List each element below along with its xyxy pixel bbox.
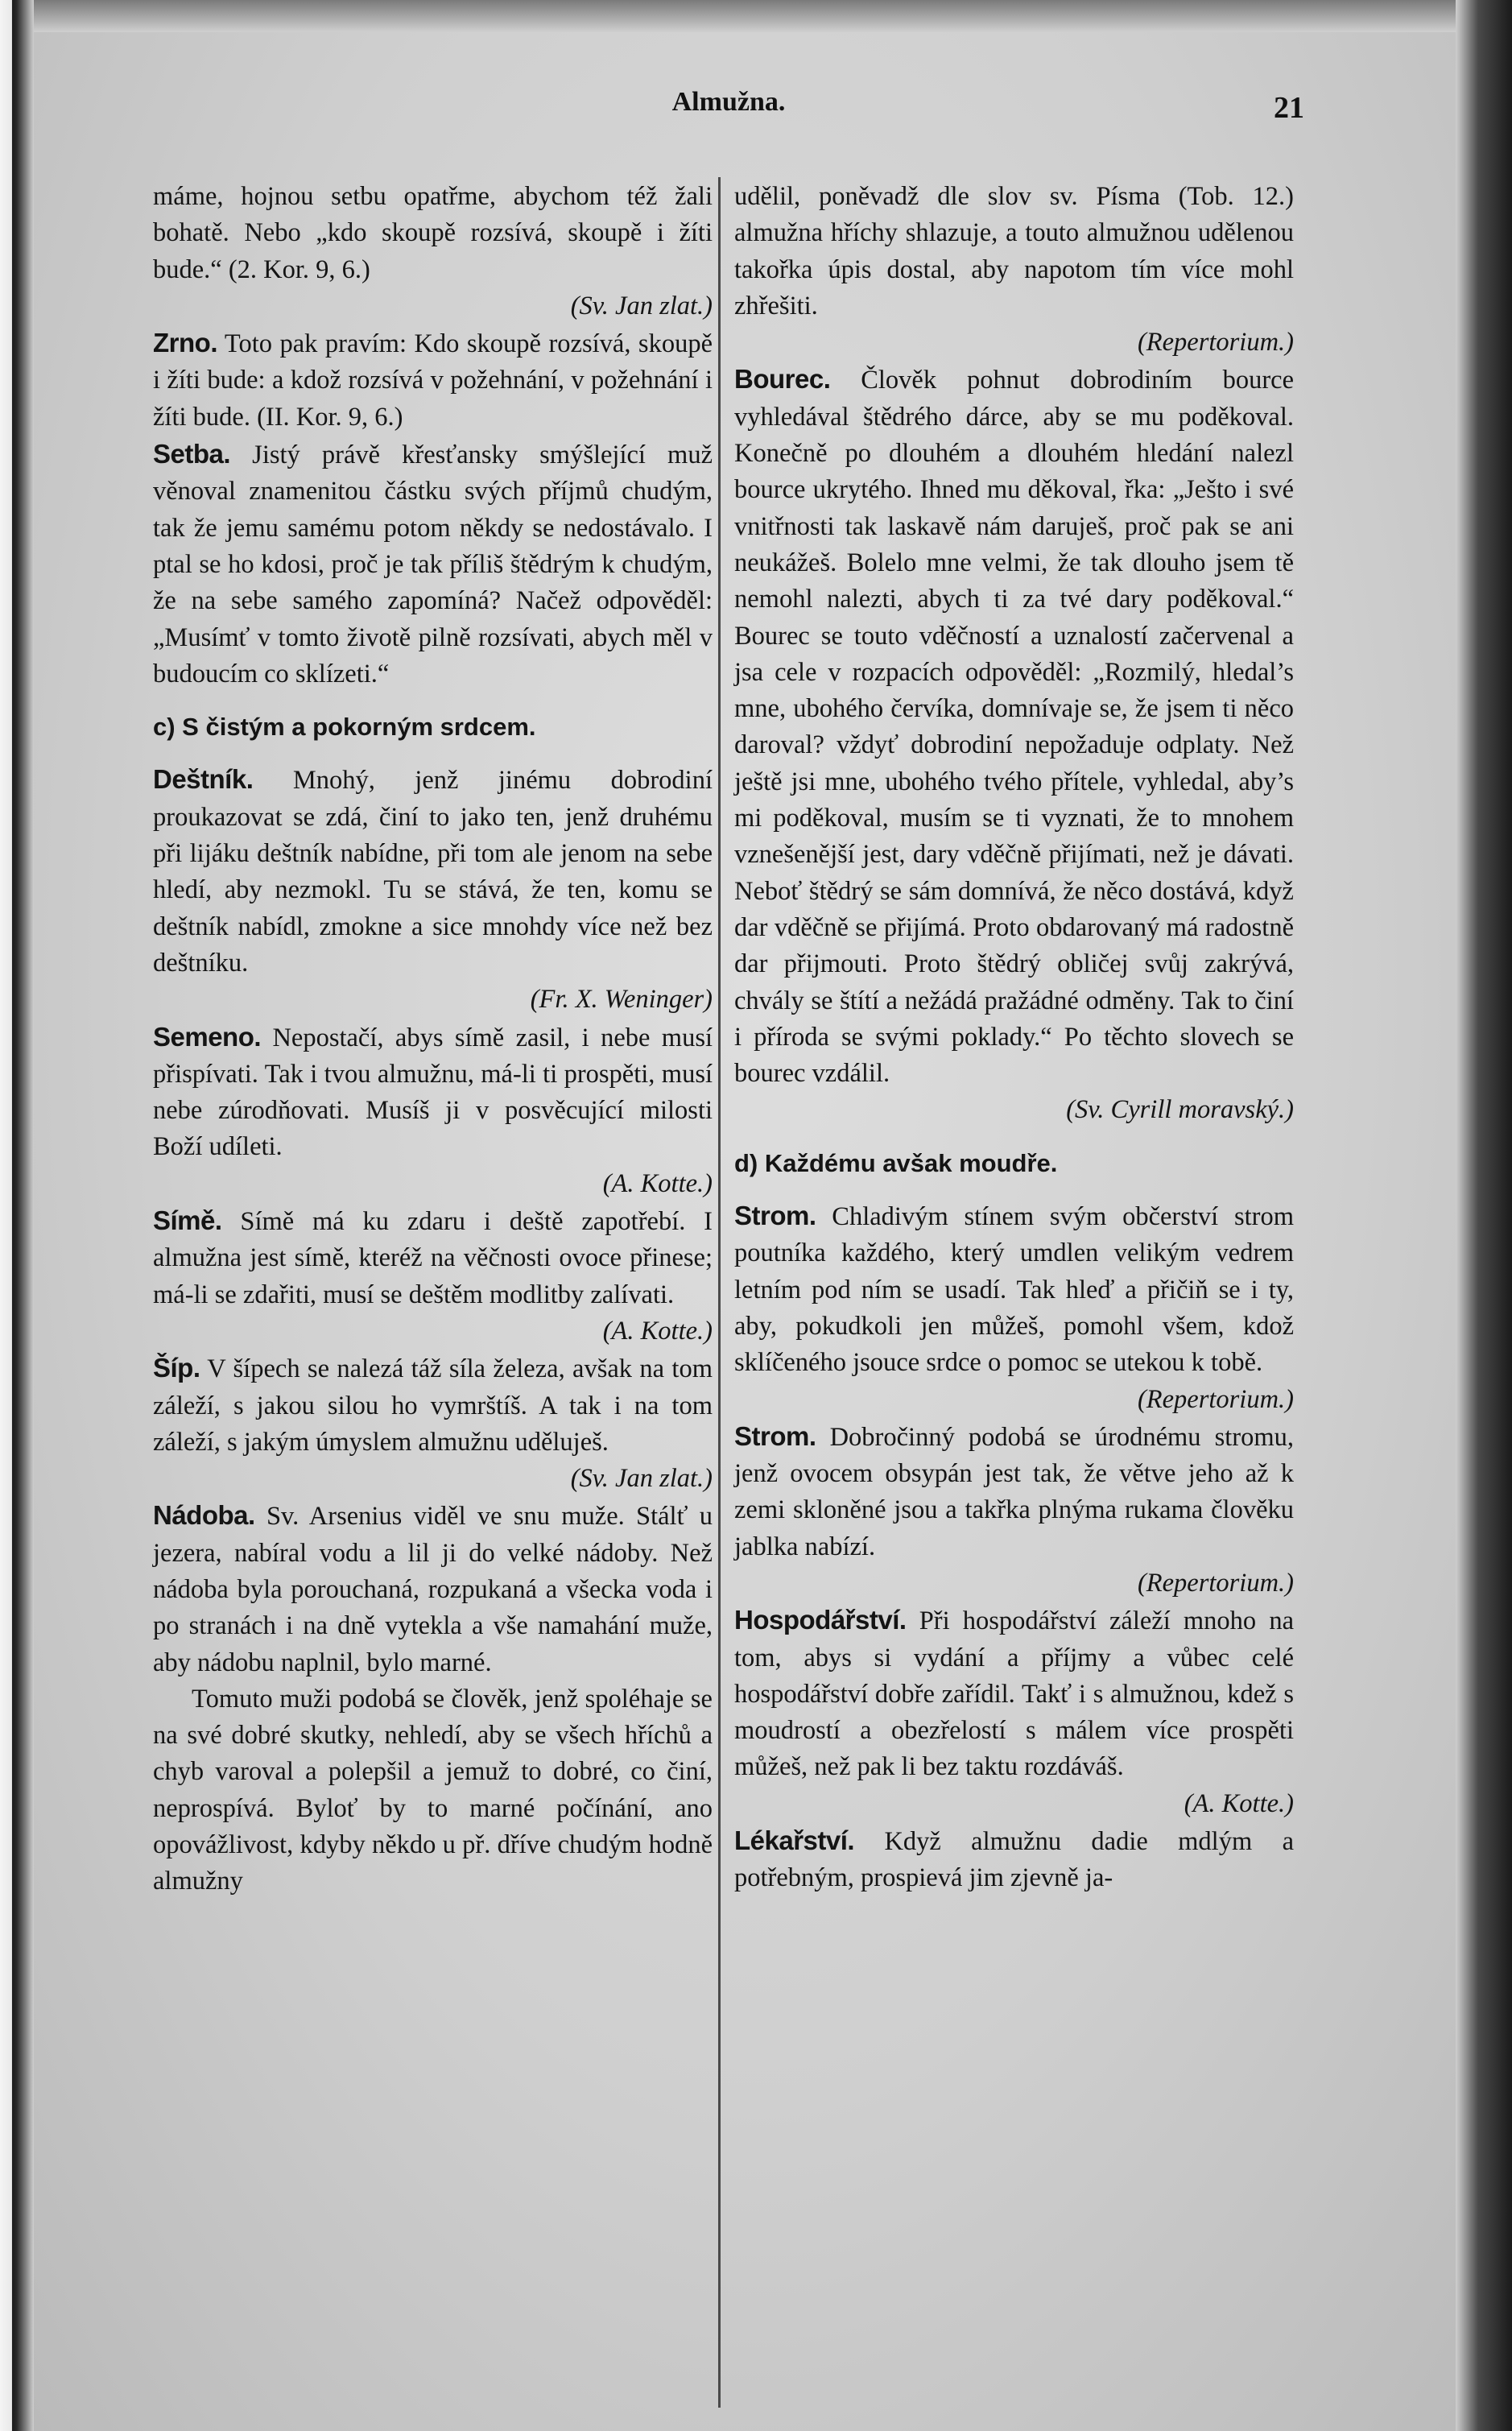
source-citation: (Repertorium.) [1137, 1384, 1294, 1414]
paragraph-continued: udělil, poněvadž dle slov sv. Písma (Tob. 12.) almužna hříchy shlazuje, a touto almužnou udělenou takořka úpis dostal, aby napotom tím více mohl zhřešiti. [734, 182, 1294, 320]
column-divider [718, 177, 721, 2408]
entry-text: Toto pak pravím: Kdo skoupě rozsívá, skoupě i žíti bude: a kdož rozsívá v požehnání, v požehnání i žíti bude. (II. Kor. 9, 6.) [153, 329, 713, 432]
section-heading-d: d) Každému avšak moudře. [734, 1148, 1058, 1177]
source-citation: (Sv. Jan zlat.) [570, 291, 713, 320]
entry-text: Když almužnu dadie mdlým a potřebným, prospievá jim zjevně ja- [734, 1827, 1294, 1893]
entry-text: Chladivým stínem svým občerství strom poutníka každého, který umdlen velikým vedrem letním pod ním se usadí. Tak hleď a přičiň se i ty, aby, pokudkoli jen můžeš, pomohl všem, kdož sklíčeného jsouce srdce o pomoc se utekou k tobě. [734, 1202, 1294, 1378]
entry-keyword: Símě. [153, 1205, 222, 1236]
entry-text: Nepostačí, abys símě zasil, i nebe musí přispívati. Tak i tvou almužnu, má-li ti prospěti, musí nebe zúrodňovati. Musíš ji v posvěcující milosti Boží udíleti. [153, 1023, 713, 1162]
entry-nadoba [153, 1497, 713, 1681]
entry-sip [153, 1350, 713, 1461]
source-citation: (Sv. Cyrill moravský.) [1066, 1095, 1294, 1125]
entry-keyword: Šíp. [153, 1353, 200, 1383]
paragraph-tomuto: Tomuto muži podobá se člověk, jenž spoléhaje se na své dobré skutky, nehledí, aby se všech hříchů a chyb varoval a polepšil a jemuž to dobré, co činí, neprospívá. Byloť by to marné počínání, ano opovážlivost, kdyby někdo u př. dříve chudým hodně almužny [153, 1684, 713, 1896]
source-citation: (Repertorium.) [1137, 328, 1294, 358]
page-right-shadow [1456, 0, 1512, 2431]
entry-keyword: Lékařství. [734, 1825, 855, 1856]
page-top-shadow [0, 0, 1512, 32]
entry-text: Mnohý, jenž jinému dobrodiní proukazovat se zdá, činí to jako ten, jenž druhému při lijáku deštník nabídne, při tom ale jenom na sebe hledí, aby nezmokl. Tu se stává, že ten, komu se deštník nabídl, zmokne a sice mnohdy více než bez deštníku. [153, 766, 713, 978]
page-number: 21 [1274, 91, 1304, 125]
entry-zrno [153, 325, 713, 436]
entry-text: Sv. Arsenius viděl ve snu muže. Stálť u jezera, nabíral vodu a lil ji do velké nádoby. Než nádoba byla porouchaná, rozpukaná a všecka voda i po stranách i na dně vytekla a vše namahání muže, aby nádobu naplnil, bylo marné. [153, 1502, 713, 1677]
source-citation: (Repertorium.) [1137, 1568, 1294, 1598]
source-citation: (Sv. Jan zlat.) [570, 1464, 713, 1494]
source-citation: (A. Kotte.) [1184, 1788, 1294, 1818]
right-column [734, 179, 1294, 1897]
entry-semeno [153, 1019, 713, 1166]
entry-keyword: Deštník. [153, 764, 254, 795]
source-citation: (Fr. X. Weninger) [530, 985, 713, 1015]
entry-sime [153, 1202, 713, 1313]
entry-hospodarstvi [734, 1602, 1294, 1785]
entry-text: Jistý právě křesťansky smýšlející muž věnoval znamenitou částku svých příjmů chudým, tak že jemu samému potom někdy se nedostávalo. I ptal se ho kdosi, proč je tak příliš štědrým k chudým, že na sebe samého zapomíná? Načež odpověděl: „Musímť v tomto životě pilně rozsívati, abych měl v budoucím co sklízeti.“ [153, 440, 713, 688]
entry-keyword: Bourec. [734, 364, 831, 395]
entry-keyword: Setba. [153, 439, 231, 469]
entry-text: Člověk pohnut dobrodiním bource vyhledával štědrého dárce, aby se mu poděkoval. Konečně po dlouhém a dlouhém hledání nalezl bource ukrytého. Ihned mu děkoval, řka: „Ješto i své vnitřnosti tak laskavě nám daruješ, proč pak se ani neukážeš. Bolelo mne velmi, že tak dlouho jsem tě nemohl nalezti, abych ti za tvé dary poděkoval.“ Bourec se touto vděčností a uznalostí začervenal a jsa cele v rozpacích odpověděl: „Rozmilý, hledal’s mne, ubohého červíka, domnívaje se, že jsem ti něco daroval? vždyť dobrodiní nepožaduje odplaty. Než ještě jsi mne, ubohého tvého přítele, vyhledal, aby’s mi poděkoval, musím se ti vyznati, že to mnohem vznešenější jest, dary vděčně přijímati, než je dávati. Neboť štědrý se sám domnívá, že něco dostává, když dar vděčně se přijímá. Proto obdarovaný má radostně dar přijmouti. Proto štědrý obličej svůj zakrývá, chvály se štítí a nežádá pražádné odměny. Tak to činí i příroda se svými poklady.“ Po těchto slovech se bourec vzdálil. [734, 366, 1294, 1089]
entry-text: Símě má ku zdaru i deště zapotřebí. I almužna jest símě, kteréž na věčnosti ovoce přinese; má-li se zdařiti, musí se deštěm modlitby zalívati. [153, 1207, 713, 1309]
entry-keyword: Strom. [734, 1201, 816, 1231]
entry-text: V šípech se nalezá táž síla železa, avšak na tom záleží, s jakou silou ho vymrštíš. A tak i na tom záleží, s jakým úmyslem almužnu uděluješ. [153, 1354, 713, 1457]
left-column [153, 179, 713, 1900]
entry-bourec [734, 361, 1294, 1092]
paragraph-continued: máme, hojnou setbu opatřme, abychom též žali bohatě. Nebo „kdo skoupě rozsívá, skoupě i žíti bude.“ (2. Kor. 9, 6.) [153, 182, 713, 284]
entry-lekarstvi [734, 1822, 1294, 1897]
running-head: Almužna. [671, 87, 786, 117]
section-heading-c: c) S čistým a pokorným srdcem. [153, 713, 536, 742]
entry-text: Dobročinný podobá se úrodnému stromu, jenž ovocem obsypán jest tak, že větve jeho až k zemi skloněné jsou a takřka plnýma rukama člověku jablka nabízí. [734, 1422, 1294, 1561]
entry-keyword: Semeno. [153, 1021, 262, 1052]
entry-keyword: Zrno. [153, 328, 217, 358]
source-citation: (A. Kotte.) [602, 1168, 713, 1198]
entry-strom-1 [734, 1197, 1294, 1381]
page-left-edge [0, 0, 34, 2431]
entry-keyword: Strom. [734, 1420, 816, 1451]
entry-strom-2 [734, 1418, 1294, 1565]
entry-destnik [153, 761, 713, 982]
entry-text: Při hospodářství záleží mnoho na tom, abys si vydání a příjmy a vůbec celé hospodářství dobře zařídil. Takť i s almužnou, kdež s moudrostí a obezřelostí s málem více prospěti můžeš, než pak li bez taktu rozdáváš. [734, 1606, 1294, 1782]
entry-keyword: Nádoba. [153, 1500, 255, 1531]
entry-setba [153, 436, 713, 693]
entry-keyword: Hospodářství. [734, 1605, 907, 1635]
source-citation: (A. Kotte.) [602, 1316, 713, 1346]
